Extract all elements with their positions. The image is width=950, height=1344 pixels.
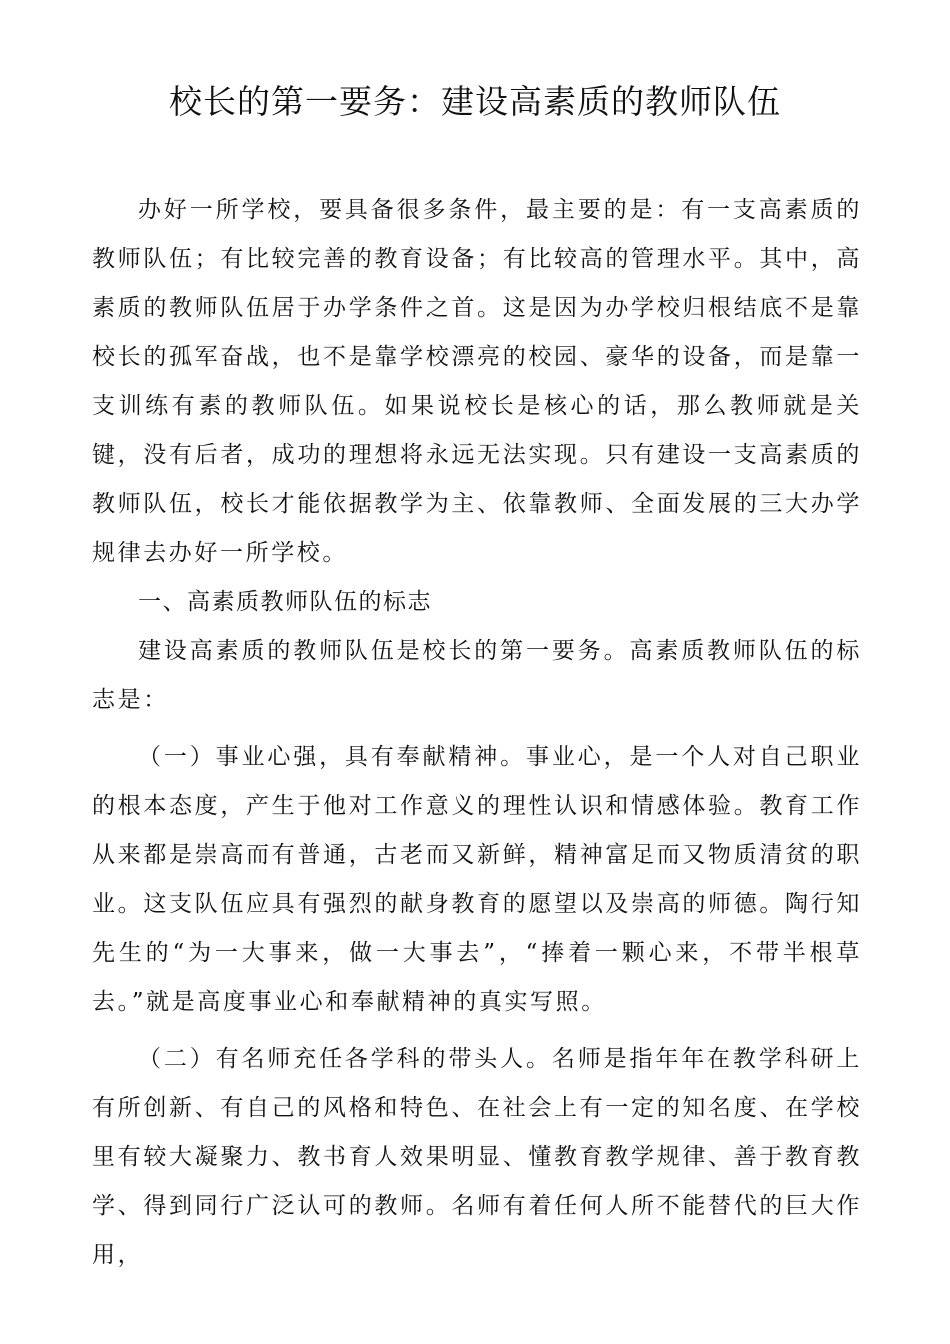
section-heading <box>92 578 862 627</box>
paragraph-text: 事业心，是一个人对自己职业的根本态度，产生于他对工作意义的理性认识和情感体验。教育工作从来都是崇高而有普通，古老而又新鲜，精神富足而又物质清贫的职业。这支队伍应具有强烈的献身教育的愿望以及崇高的师德。陶行知先生的“为一大事来，做一大事去”，“捧着一颗心来，不带半根草去。”就是高度事业心和奉献精神的真实写照。 <box>92 744 862 1015</box>
paragraph-marks <box>92 627 862 725</box>
point-lead: （二）有名师充任各学科的带头人。 <box>138 1046 552 1072</box>
paragraph-point-2 <box>92 1035 862 1280</box>
paragraph-text: 建设高素质的教师队伍是校长的第一要务。高素质教师队伍的标志是： <box>92 638 862 713</box>
document-body <box>92 186 862 1280</box>
paragraph-text: 名师是指年年在教学科研上有所创新、有自己的风格和特色、在社会上有一定的知名度、在学校里有较大凝聚力、教书育人效果明显、懂教育教学规律、善于教育教学、得到同行广泛认可的教师。名师有着任何人所不能替代的巨大作用， <box>92 1046 862 1268</box>
point-lead: （一）事业心强，具有奉献精神。 <box>138 744 526 770</box>
paragraph-intro <box>92 186 862 578</box>
document-title: 校长的第一要务：建设高素质的教师队伍 <box>169 82 781 121</box>
paragraph-point-1 <box>92 733 862 1027</box>
section-heading-text: 一、高素质教师队伍的标志 <box>138 589 432 615</box>
paragraph-text: 办好一所学校，要具备很多条件，最主要的是：有一支高素质的教师队伍；有比较完善的教育设备；有比较高的管理水平。其中，高素质的教师队伍居于办学条件之首。这是因为办学校归根结底不是靠校长的孤军奋战，也不是靠学校漂亮的校园、豪华的设备，而是靠一支训练有素的教师队伍。如果说校长是核心的话，那么教师就是关键，没有后者，成功的理想将永远无法实现。只有建设一支高素质的教师队伍，校长才能依据教学为主、依靠教师、全面发展的三大办学规律去办好一所学校。 <box>92 197 862 566</box>
